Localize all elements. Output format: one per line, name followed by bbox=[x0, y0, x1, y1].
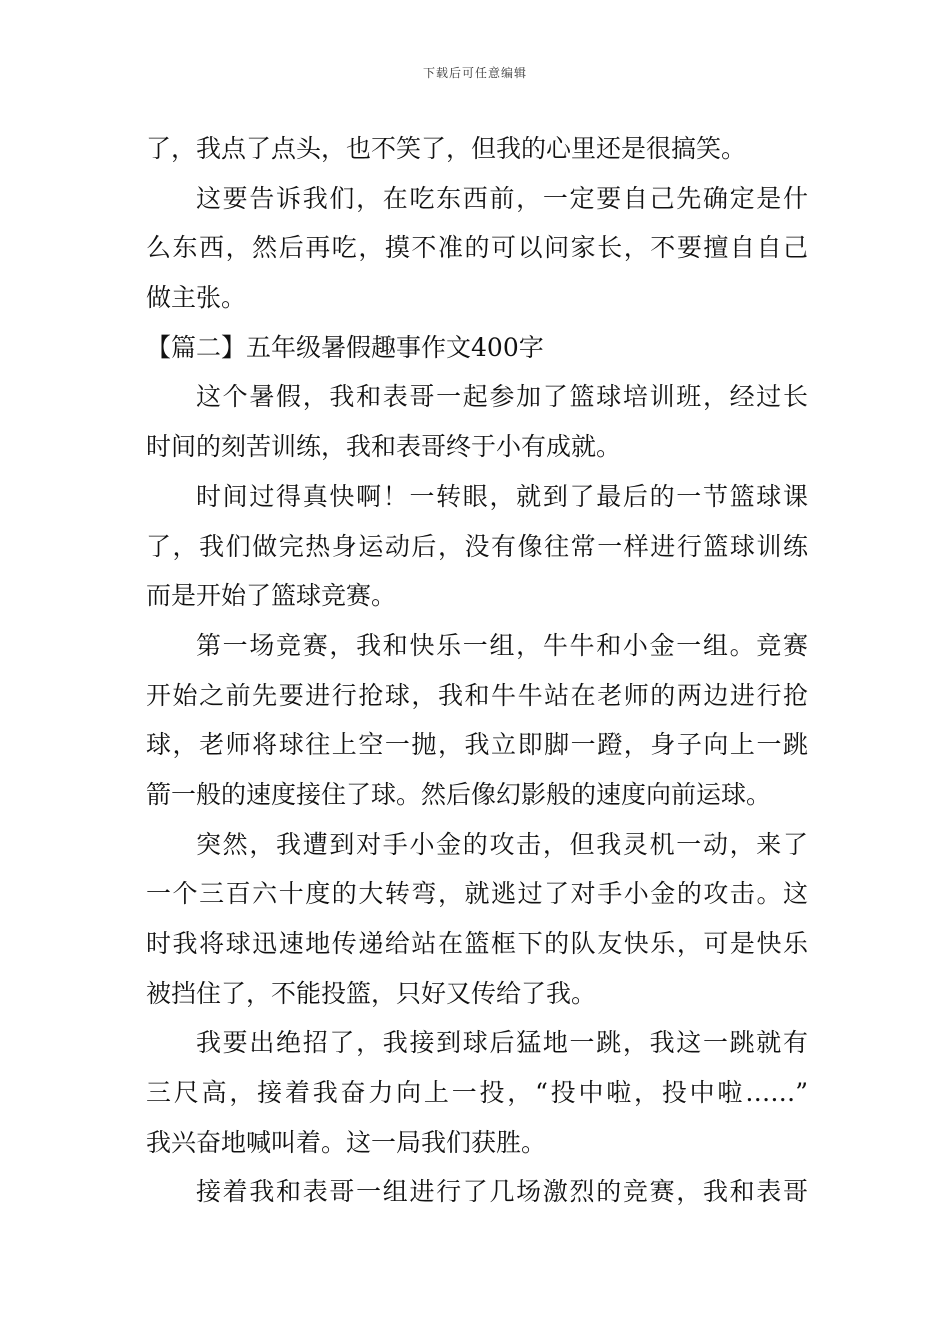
text-line: 了，我点了点头，也不笑了，但我的心里还是很搞笑。 bbox=[146, 134, 747, 163]
text-line: 第一场竞赛，我和快乐一组，牛牛和小金一组。竞赛 bbox=[196, 630, 808, 660]
text-line: 一个三百六十度的大转弯，就逃过了对手小金的攻击。这 bbox=[146, 879, 808, 909]
text-line: 箭一般的速度接住了球。然后像幻影般的速度向前运球。 bbox=[146, 779, 772, 809]
text-line: 了，我们做完热身运动后，没有像往常一样进行篮球训练 bbox=[146, 531, 808, 561]
text-line: 被挡住了，不能投篮，只好又传给了我。 bbox=[146, 978, 597, 1008]
text-line: 【篇二】五年级暑假趣事作文400字 bbox=[146, 332, 544, 362]
text-line: 这个暑假，我和表哥一起参加了篮球培训班，经过长 bbox=[196, 382, 808, 412]
document-body bbox=[146, 124, 808, 1217]
text-line: 球，老师将球往上空一抛，我立即脚一蹬，身子向上一跳 bbox=[146, 730, 808, 760]
page-header: 下载后可任意编辑 bbox=[422, 66, 527, 80]
text-line: 接着我和表哥一组进行了几场激烈的竞赛，我和表哥 bbox=[196, 1177, 808, 1207]
text-line: 时间过得真快啊！一转眼，就到了最后的一节篮球课 bbox=[196, 481, 808, 511]
text-line: 而是开始了篮球竞赛。 bbox=[146, 581, 397, 611]
text-line: 时间的刻苦训练，我和表哥终于小有成就。 bbox=[146, 432, 622, 462]
text-line: 做主张。 bbox=[146, 283, 247, 313]
text-line: 突然，我遭到对手小金的攻击，但我灵机一动，来了 bbox=[196, 829, 808, 859]
text-line: 我兴奋地喊叫着。这一局我们获胜。 bbox=[146, 1127, 547, 1157]
text-line: 三尺高，接着我奋力向上一投，“投中啦，投中啦……” bbox=[146, 1078, 808, 1108]
text-line: 这要告诉我们，在吃东西前，一定要自己先确定是什 bbox=[196, 183, 808, 213]
text-line: 开始之前先要进行抢球，我和牛牛站在老师的两边进行抢 bbox=[146, 680, 808, 710]
text-line: 我要出绝招了，我接到球后猛地一跳，我这一跳就有 bbox=[196, 1028, 808, 1058]
text-line: 时我将球迅速地传递给站在篮框下的队友快乐，可是快乐 bbox=[146, 929, 808, 958]
text-line: 么东西，然后再吃，摸不准的可以问家长，不要擅自自己 bbox=[146, 233, 808, 263]
